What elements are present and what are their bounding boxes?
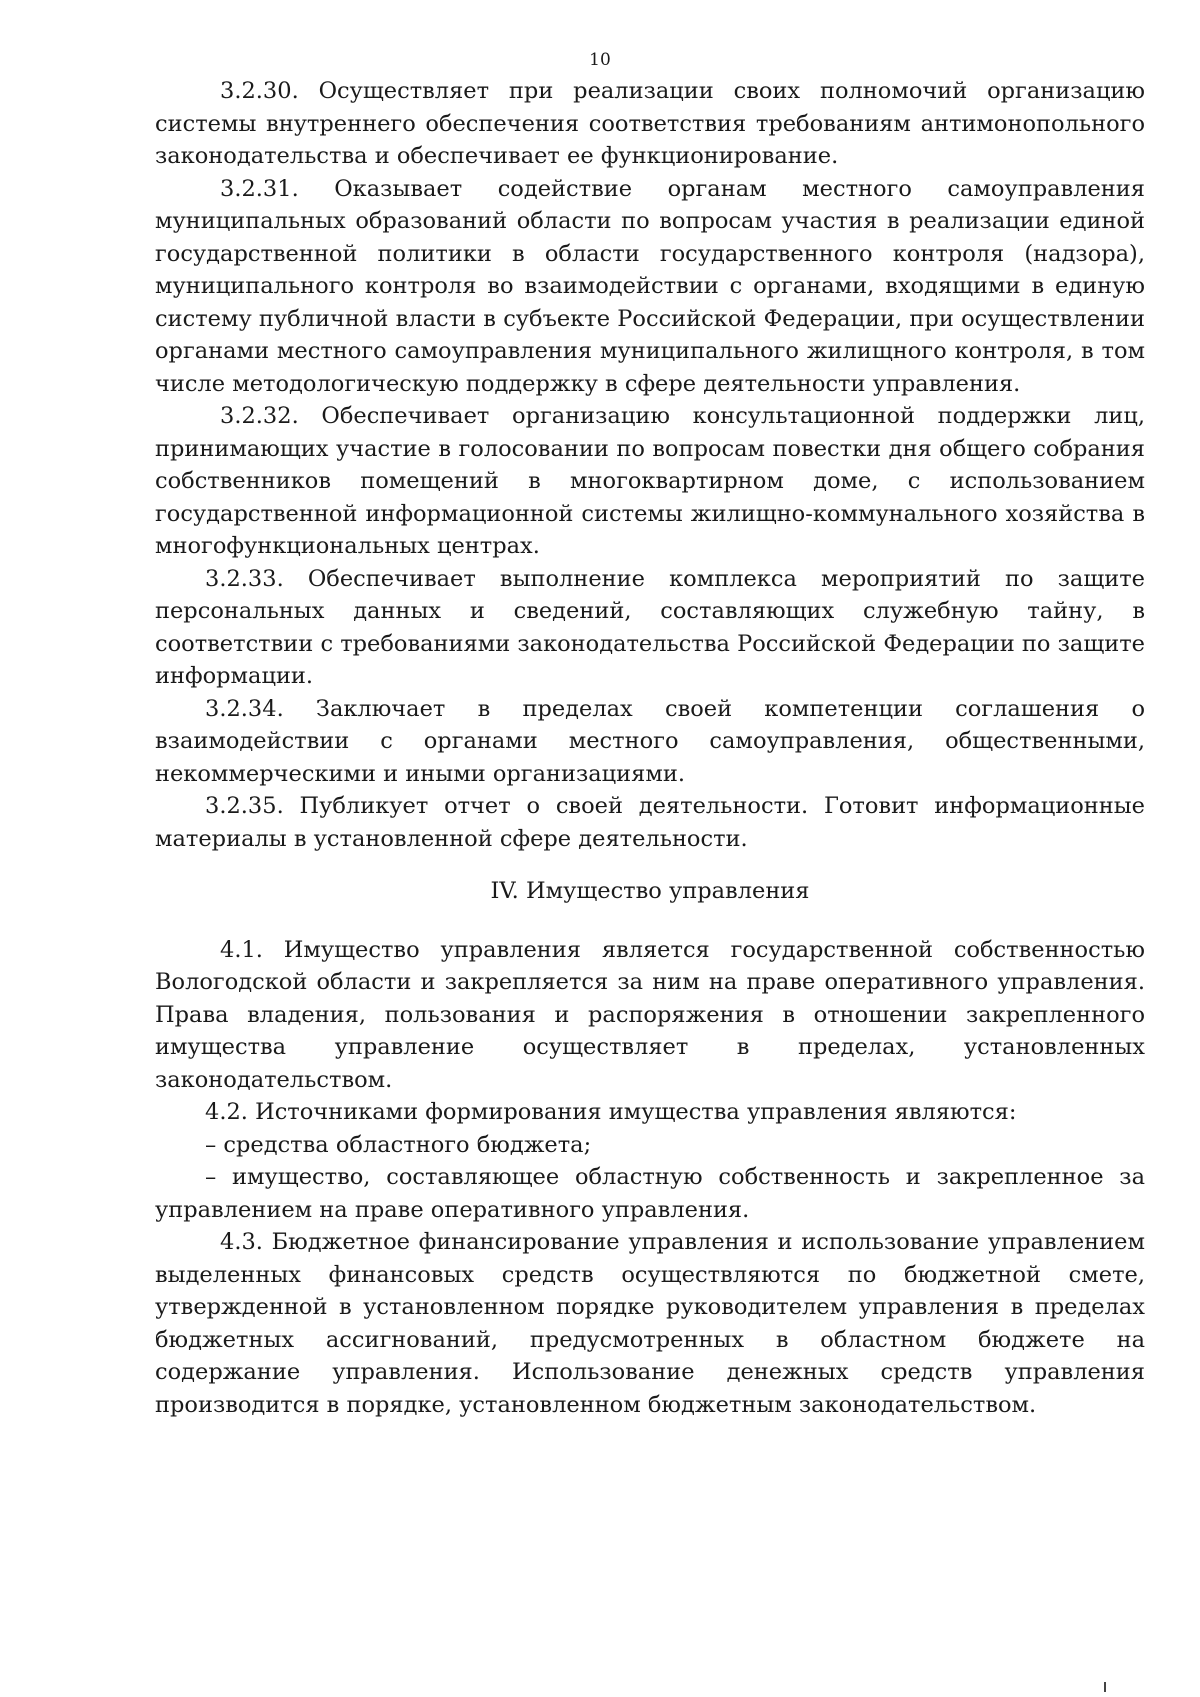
list-item-property: – имущество, составляющее областную собственность и закрепленное за управлением на праве оперативного управления. (155, 1164, 1145, 1223)
paragraph-3-2-32: 3.2.32. Обеспечивает организацию консультационной поддержки лиц, принимающих участие в голосовании по вопросам повестки дня общего собрания собственников помещений в многоквартирном доме, с использованием государственной информационной системы жилищно-коммунального хозяйства в многофункциональных центрах. (155, 403, 1145, 559)
paragraph-4-1: 4.1. Имущество управления является государственной собственностью Вологодской области и закрепляется за ним на праве оперативного управления. Права владения, пользования и распоряжения в отношении закрепленного имущества управление осуществляет в пределах, установленных законодательством. (155, 936, 1145, 1093)
page-number: 10 (589, 50, 611, 70)
paragraph-4-3: 4.3. Бюджетное финансирование управления и использование управлением выделенных финансовых средств осуществляются по бюджетной смете, утвержденной в установленном порядке руководителем управления в пределах бюджетных ассигнований, предусмотренных в областном бюджете на содержание управления. Использование денежных средств управления производится в порядке, установленном бюджетным законодательством. (155, 1229, 1145, 1418)
list-item-budget: – средства областного бюджета; (205, 1131, 592, 1158)
paragraph-3-2-31: 3.2.31. Оказывает содействие органам местного самоуправления муниципальных образований области по вопросам участия в реализации единой государственной политики в области государственного контроля (надзора), муниципального контроля во взаимодействии с органами, входящими в единую систему публичной власти в субъекте Российской Федерации, при осуществлении органами местного самоуправления муниципального жилищного контроля, в том числе методологическую поддержку в сфере деятельности управления. (155, 175, 1145, 397)
paragraph-3-2-30: 3.2.30. Осуществляет при реализации своих полномочий организацию системы внутреннего обеспечения соответствия требованиям антимонопольного законодательства и обеспечивает ее функционирование. (155, 78, 1145, 169)
scan-edge-mark (1104, 1682, 1106, 1692)
paragraph-3-2-33: 3.2.33. Обеспечивает выполнение комплекса мероприятий по защите персональных данных и сведений, составляющих служебную тайну, в соответствии с требованиями законодательства Российской Федерации по защите информации. (155, 565, 1145, 689)
paragraph-4-2: 4.2. Источниками формирования имущества управления являются: (205, 1099, 1017, 1125)
section-heading: IV. Имущество управления (490, 878, 810, 904)
paragraph-3-2-35: 3.2.35. Публикует отчет о своей деятельности. Готовит информационные материалы в установленной сфере деятельности. (155, 793, 1145, 852)
paragraph-3-2-34: 3.2.34. Заключает в пределах своей компетенции соглашения о взаимодействии с органами местного самоуправления, общественными, некоммерческими и иными организациями. (155, 695, 1145, 787)
document-body (155, 75, 1145, 1421)
